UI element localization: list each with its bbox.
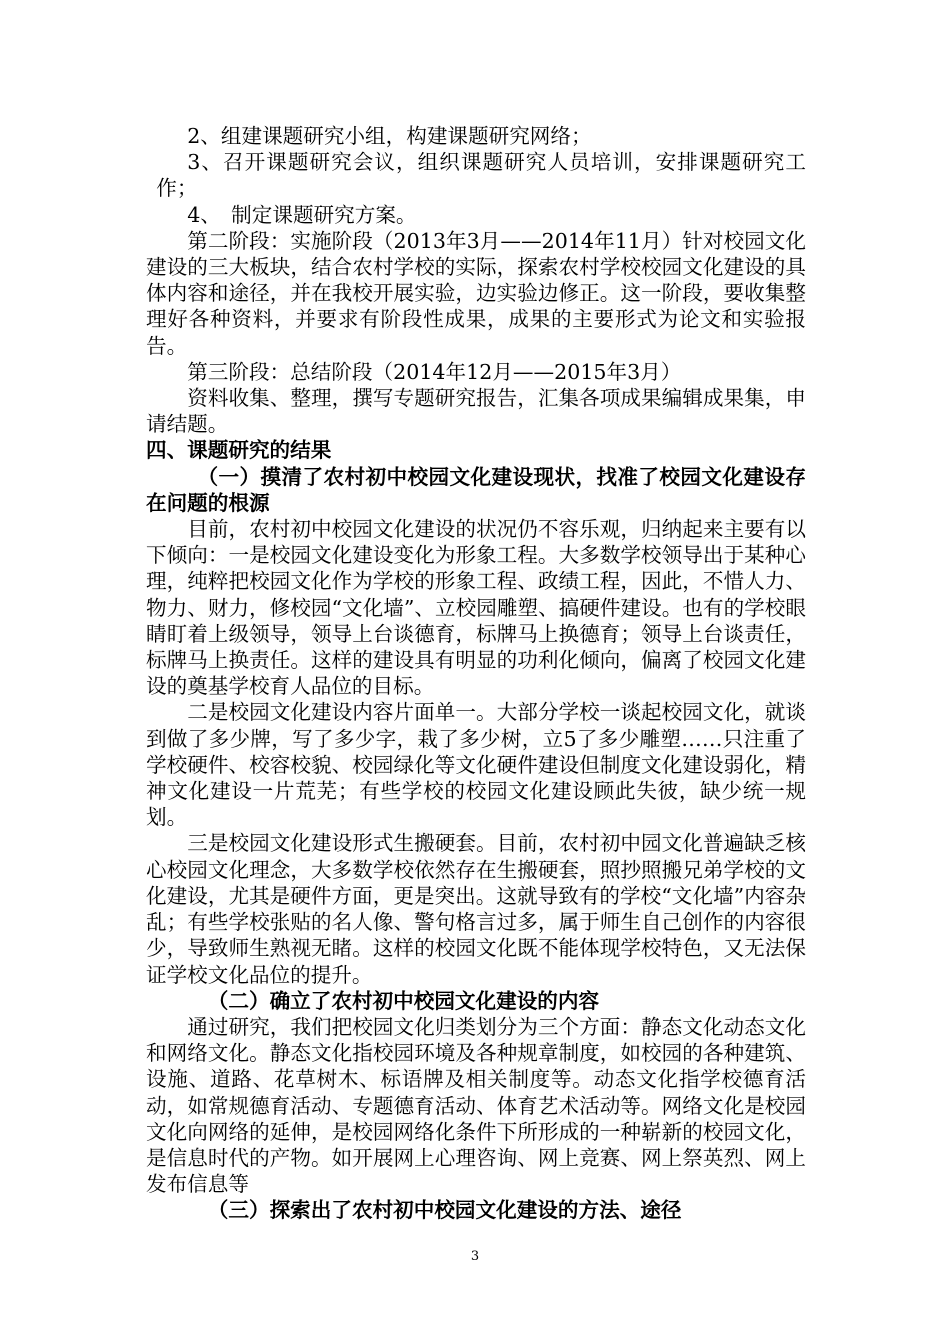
page-number: 3: [470, 1249, 480, 1264]
paragraph: 2、组建课题研究小组，构建课题研究网络；: [187, 124, 592, 148]
section-heading: （一）摸清了农村初中校园文化建设现状，找准了校园文化建设存在问题的根源: [146, 464, 806, 515]
paragraph: 目前，农村初中校园文化建设的状况仍不容乐观，归纳起来主要有以下倾向：一是校园文化建设变化为形象工程。大多数学校领导出于某种心理，纯粹把校园文化作为学校的形象工程、政绩工程，因此，不惜人力、物力、财力，修校园“文化墙”、立校园雕塑、搞硬件建设。也有的学校眼睛盯着上级领导，领导上台谈德育，标牌马上换德育；领导上台谈责任，标牌马上换责任。这样的建设具有明显的功利化倾向，偏离了校园文化建设的奠基学校育人品位的目标。: [146, 517, 806, 699]
paragraph: 通过研究，我们把校园文化归类划分为三个方面：静态文化动态文化和网络文化。静态文化指校园环境及各种规章制度，如校园的各种建筑、设施、道路、花草树木、标语牌及相关制度等。动态文化指学校德育活动，如常规德育活动、专题德育活动、体育艺术活动等。网络文化是校园文化向网络的延伸，是校园网络化条件下所形成的一种崭新的校园文化，是信息时代的产物。如开展网上心理咨询、网上竞赛、网上祭英烈、网上发布信息等: [146, 1014, 806, 1197]
paragraph: 3、召开课题研究会议，组织课题研究人员培训，安排课题研究工作；: [156, 150, 806, 201]
paragraph: 第二阶段：实施阶段（2013年3月——2014年11月）针对校园文化建设的三大板块，结合农村学校的实际，探索农村学校校园文化建设的具体内容和途径，并在我校开展实验，边实验边修正。这一阶段，要收集整理好各种资料，并要求有阶段性成果，成果的主要形式为论文和实验报告。: [146, 228, 806, 358]
section-heading: （三）探索出了农村初中校园文化建设的方法、途径: [207, 1198, 682, 1223]
document-body: [146, 123, 806, 1224]
section-heading: （二）确立了农村初中校园文化建设的内容: [207, 988, 600, 1013]
paragraph: 第三阶段：总结阶段（2014年12月——2015年3月）: [187, 359, 682, 384]
paragraph: 二是校园文化建设内容片面单一。大部分学校一谈起校园文化，就谈到做了多少牌，写了多少字，栽了多少树，立5了多少雕塑……只注重了学校硬件、校容校貌、校园绿化等文化硬件建设但制度文化建设弱化，精神文化建设一片荒芜；有些学校的校园文化建设顾此失彼，缺少统一规划。: [146, 700, 806, 830]
paragraph: 资料收集、整理，撰写专题研究报告，汇集各项成果编辑成果集，申请结题。: [146, 386, 806, 437]
paragraph: 三是校园文化建设形式生搬硬套。目前，农村初中园文化普遍缺乏核心校园文化理念，大多数学校依然存在生搬硬套，照抄照搬兄弟学校的文化建设，尤其是硬件方面，更是突出。这就导致有的学校“文化墙”内容杂乱；有些学校张贴的名人像、警句格言过多，属于师生自己创作的内容很少，导致师生熟视无睹。这样的校园文化既不能体现学校特色，又无法保证学校文化品位的提升。: [146, 831, 806, 987]
section-heading: 四、课题研究的结果: [146, 438, 332, 463]
paragraph: 4、 制定课题研究方案。: [187, 202, 417, 227]
